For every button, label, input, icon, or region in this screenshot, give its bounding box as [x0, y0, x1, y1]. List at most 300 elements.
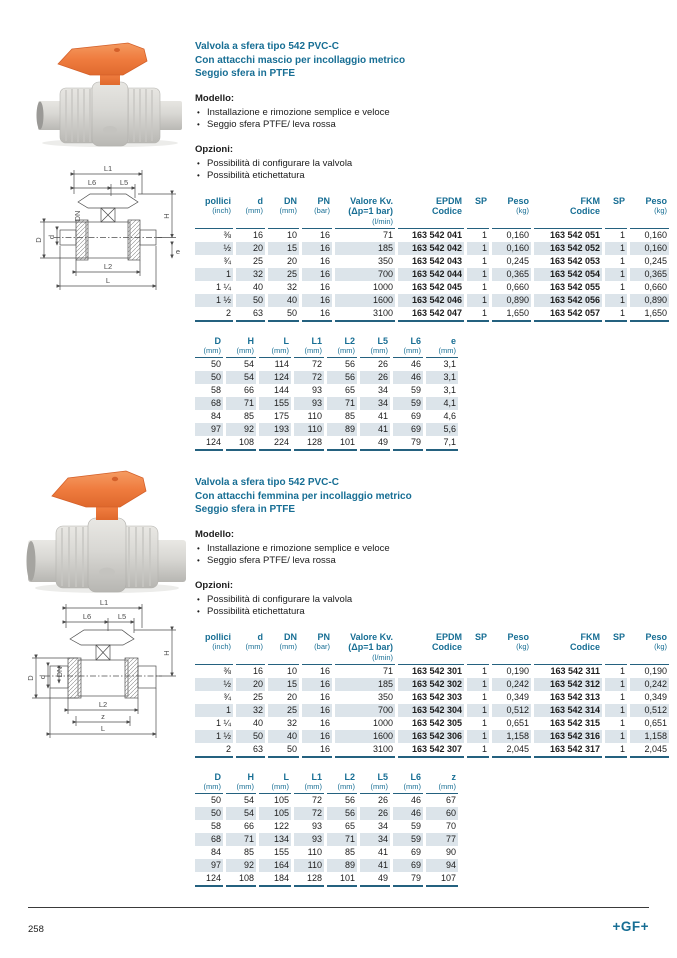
column-header: SP: [466, 196, 491, 229]
table-cell: 20: [235, 242, 267, 255]
table-cell: ¾: [195, 255, 235, 268]
table-cell: 163 542 051: [533, 228, 604, 242]
list-item-text: Installazione e rimozione semplice e veloce: [207, 542, 390, 554]
body-boss: [103, 126, 117, 134]
table-cell: 163 542 057: [533, 307, 604, 321]
table-cell: 1: [604, 242, 629, 255]
table-cell: 1: [604, 691, 629, 704]
column-header: pollici (inch): [195, 196, 235, 229]
table-cell: 68: [195, 397, 225, 410]
table-cell: 34: [359, 384, 392, 397]
table-cell: 0,160: [491, 242, 533, 255]
table-cell: 0,365: [629, 268, 670, 281]
column-header: L5 (mm): [359, 336, 392, 358]
table-cell: 1 ¼: [195, 281, 235, 294]
dim-l1: L1: [103, 164, 113, 173]
table-cell: 110: [293, 859, 326, 872]
table-cell: 1: [466, 242, 491, 255]
section-2: [195, 476, 667, 887]
table-cell: 350: [334, 691, 397, 704]
table-row: [195, 384, 458, 397]
dim-l1: L1: [99, 598, 109, 607]
table-cell: 25: [267, 704, 301, 717]
table-cell: 110: [293, 410, 326, 423]
bullet-icon: •: [197, 107, 200, 117]
modello-list: [195, 107, 619, 132]
table-cell: 46: [392, 807, 425, 820]
section-title: [195, 40, 619, 81]
table-cell: 41: [359, 859, 392, 872]
table-cell: 144: [258, 384, 293, 397]
table-cell: 1: [195, 704, 235, 717]
table-cell: 16: [301, 730, 334, 743]
table-row: [195, 268, 669, 281]
handle-hole: [112, 477, 118, 481]
table-cell: 124: [195, 872, 225, 886]
table-cell: 0,160: [644, 229, 667, 240]
table-cell: 72: [293, 794, 326, 808]
column-header: L (mm): [258, 772, 293, 794]
table-cell: 1: [604, 678, 629, 691]
table-cell: ½: [195, 678, 235, 691]
table-cell: 114: [258, 358, 293, 372]
column-header: EPDM Codice: [397, 196, 466, 229]
table-cell: 155: [258, 397, 293, 410]
table-cell: 63: [235, 307, 267, 321]
table-cell: 1: [604, 730, 629, 743]
table-cell: 1,158: [491, 730, 533, 743]
column-header: d (mm): [235, 196, 267, 229]
table-row: [195, 436, 458, 450]
table-cell: 128: [293, 436, 326, 450]
table-cell: 46: [392, 794, 425, 808]
table-cell: 5,6: [425, 423, 459, 436]
table-cell: 4,6: [443, 411, 456, 421]
column-header: H (mm): [225, 772, 258, 794]
table-cell: 184: [258, 872, 293, 886]
table-cell: 0,512: [629, 704, 670, 717]
table-cell: 54: [225, 807, 258, 820]
table-cell: 163 542 301: [397, 664, 466, 678]
table-cell: 0,890: [629, 294, 670, 307]
column-header: EPDM Codice: [397, 632, 466, 665]
table-row: [195, 820, 458, 833]
handle: [52, 471, 146, 507]
bullet-icon: •: [197, 594, 200, 604]
table-cell: 77: [425, 833, 459, 846]
column-header: PN (bar): [301, 632, 334, 665]
table-row: [195, 794, 458, 808]
table-cell: 163 542 047: [397, 307, 466, 321]
table-cell: 163 542 055: [533, 281, 604, 294]
list-item: [195, 119, 619, 132]
table-cell: 26: [359, 371, 392, 384]
table-cell: 50: [267, 743, 301, 757]
column-header: D (mm): [195, 772, 225, 794]
table-row: [195, 704, 669, 717]
table-cell: 40: [267, 294, 301, 307]
list-item-text: Seggio sfera PTFE/ leva rossa: [207, 555, 336, 566]
table-cell: 85: [326, 846, 359, 859]
table-cell: 94: [425, 859, 459, 872]
table-cell: 700: [334, 704, 397, 717]
title-line: Con attacchi femmina per incollaggio metrico: [195, 490, 412, 502]
table-cell: 1: [195, 268, 235, 281]
table-cell: 1: [466, 294, 491, 307]
table-cell: 16: [301, 717, 334, 730]
table-cell: 16: [301, 268, 334, 281]
table-row: [195, 691, 669, 704]
table-cell: 1: [466, 678, 491, 691]
column-header: L6 (mm): [392, 772, 425, 794]
table-row: [195, 371, 458, 384]
table-cell: 1: [466, 281, 491, 294]
dim-d-inner: d: [38, 674, 47, 680]
handle-hole: [114, 48, 120, 52]
table-cell: 25: [267, 268, 301, 281]
table-cell: 0,245: [644, 255, 667, 266]
table-cell: 1: [604, 717, 629, 730]
table-cell: 93: [293, 820, 326, 833]
table-cell: ⅜: [195, 664, 235, 678]
table-cell: 1 ½: [195, 294, 235, 307]
dim-h: H: [162, 213, 171, 219]
table-cell: 1: [604, 307, 629, 321]
table-cell: 71: [326, 397, 359, 410]
table-cell: 66: [225, 820, 258, 833]
table-cell: 163 542 053: [533, 255, 604, 268]
column-header: Valore Kv. (Δp=1 bar) (l/min): [334, 632, 397, 665]
table-cell: 0,190: [644, 665, 667, 676]
dim-l: L: [100, 724, 106, 733]
table-cell: 1 ¼: [195, 717, 235, 730]
table-cell: 163 542 056: [533, 294, 604, 307]
table-cell: 46: [392, 371, 425, 384]
table-cell: 16: [301, 242, 334, 255]
table-cell: 49: [359, 436, 392, 450]
table-cell: 26: [359, 807, 392, 820]
list-item: [195, 543, 619, 556]
dim-z: z: [101, 712, 105, 721]
table-row: [195, 730, 669, 743]
table-cell: 108: [225, 436, 258, 450]
table-cell: 7,1: [425, 436, 459, 450]
table-cell: 0,660: [491, 281, 533, 294]
table-cell: 70: [445, 821, 456, 831]
list-item-text: Possibilità etichettatura: [207, 606, 305, 617]
table-cell: 59: [392, 833, 425, 846]
column-header: Peso (kg): [491, 632, 533, 665]
dim-l: L: [105, 276, 111, 285]
table-cell: 97: [195, 423, 225, 436]
table-cell: 163 542 313: [533, 691, 604, 704]
left-socket-opening: [27, 541, 36, 581]
table-cell: 128: [293, 872, 326, 886]
table-cell: 71: [326, 833, 359, 846]
modello-label: Modello:: [195, 92, 235, 104]
column-header: e (mm): [425, 336, 459, 358]
table-cell: 1: [604, 294, 629, 307]
table-cell: 72: [293, 371, 326, 384]
table-cell: 1: [466, 664, 491, 678]
table-cell: 0,651: [644, 717, 667, 728]
table-cell: 66: [225, 384, 258, 397]
table-cell: 1,650: [491, 307, 533, 321]
table-cell: 16: [301, 307, 334, 321]
table-cell: 1600: [334, 294, 397, 307]
table-cell: 85: [225, 846, 258, 859]
column-header: L1 (mm): [293, 772, 326, 794]
table-cell: 50: [235, 730, 267, 743]
table-cell: 1: [604, 228, 629, 242]
column-header: D (mm): [195, 336, 225, 358]
table-cell: 1: [604, 664, 629, 678]
column-header: SP: [604, 632, 629, 665]
list-item: [195, 158, 619, 171]
column-header: z (mm): [425, 772, 459, 794]
table-cell: 185: [334, 678, 397, 691]
dim-l5: L5: [119, 178, 129, 187]
table-cell: 3100: [334, 307, 397, 321]
table-cell: 20: [235, 678, 267, 691]
table-cell: 32: [267, 281, 301, 294]
table-cell: 163 542 317: [533, 743, 604, 757]
table-cell: 40: [235, 281, 267, 294]
column-header: L2 (mm): [326, 336, 359, 358]
dimensions-table: [195, 772, 458, 888]
table-cell: 16: [301, 678, 334, 691]
bullet-icon: •: [197, 158, 200, 168]
table-cell: 163 542 303: [397, 691, 466, 704]
column-header: L2 (mm): [326, 772, 359, 794]
table-row: [195, 833, 458, 846]
table-cell: 50: [235, 294, 267, 307]
table-cell: 84: [195, 846, 225, 859]
table-row: [195, 678, 669, 691]
table-cell: 56: [326, 371, 359, 384]
table-cell: 175: [258, 410, 293, 423]
table-cell: 71: [334, 664, 397, 678]
column-header: d (mm): [235, 632, 267, 665]
dim-d-outer: D: [34, 237, 43, 243]
table-cell: 163 542 052: [533, 242, 604, 255]
table-cell: 0,160: [491, 228, 533, 242]
table-cell: 84: [195, 410, 225, 423]
table-cell: 65: [326, 820, 359, 833]
table-cell: 32: [235, 704, 267, 717]
table-cell: 25: [235, 255, 267, 268]
table-cell: 0,245: [491, 255, 533, 268]
table-cell: 58: [195, 384, 225, 397]
list-item-text: Seggio sfera PTFE/ leva rossa: [207, 119, 336, 130]
table-row: [195, 307, 669, 321]
table-cell: 0,651: [491, 717, 533, 730]
table-cell: 89: [326, 423, 359, 436]
table-cell: 34: [359, 397, 392, 410]
column-header: L1 (mm): [293, 336, 326, 358]
table-cell: 50: [195, 371, 225, 384]
table-cell: 163 542 315: [533, 717, 604, 730]
column-header: L (mm): [258, 336, 293, 358]
column-header: H (mm): [225, 336, 258, 358]
table-cell: 50: [195, 807, 225, 820]
valve-photo-female-ends: [24, 464, 190, 596]
table-cell: 92: [225, 423, 258, 436]
column-header: FKM Codice: [533, 196, 604, 229]
bullet-icon: •: [197, 543, 200, 553]
table-cell: 89: [326, 859, 359, 872]
table-cell: 3100: [334, 743, 397, 757]
table-cell: 16: [301, 294, 334, 307]
table-cell: 3,1: [425, 371, 459, 384]
table-cell: 16: [301, 704, 334, 717]
list-item-text: Installazione e rimozione semplice e veloce: [207, 106, 390, 118]
title-line: Valvola a sfera tipo 542 PVC-C: [195, 41, 339, 52]
opzioni-list: [195, 594, 619, 619]
table-cell: 59: [392, 820, 425, 833]
dim-dn: DN: [73, 210, 82, 222]
table-cell: 59: [392, 384, 425, 397]
table-cell: ⅜: [195, 228, 235, 242]
table-cell: 16: [301, 255, 334, 268]
table-cell: 50: [267, 307, 301, 321]
table-cell: 26: [359, 794, 392, 808]
table-cell: 4,1: [425, 397, 459, 410]
footer-rule: [28, 907, 649, 908]
table-cell: 2: [195, 307, 235, 321]
table-cell: 163 542 316: [533, 730, 604, 743]
table-cell: 1: [466, 268, 491, 281]
table-row: [195, 807, 458, 820]
column-header: Peso (kg): [491, 196, 533, 229]
table-cell: 1600: [334, 730, 397, 743]
table-cell: 105: [258, 807, 293, 820]
table-row: [195, 281, 669, 294]
table-cell: 0,890: [491, 294, 533, 307]
modello-list: [195, 543, 619, 568]
table-cell: 69: [392, 859, 425, 872]
title-line: Seggio sfera in PTFE: [195, 504, 296, 515]
table-cell: 0,365: [491, 268, 533, 281]
valve-drawing-female-ends: [26, 598, 184, 740]
bullet-icon: •: [197, 607, 200, 616]
table-cell: 3,1: [443, 385, 456, 395]
table-cell: 1: [604, 743, 629, 757]
table-cell: 16: [235, 228, 267, 242]
table-cell: 108: [225, 872, 258, 886]
list-item: [195, 170, 619, 183]
table-cell: 110: [293, 846, 326, 859]
table-cell: 1 ½: [195, 730, 235, 743]
table-row: [195, 397, 458, 410]
column-header: SP: [604, 196, 629, 229]
table-cell: 185: [334, 242, 397, 255]
table-cell: 101: [326, 436, 359, 450]
list-item-text: Possibilità etichettatura: [207, 170, 305, 181]
table-cell: 3,1: [443, 359, 456, 369]
list-item-text: Possibilità di configurare la valvola: [207, 157, 353, 169]
table-cell: 101: [326, 872, 359, 886]
table-cell: 0,349: [644, 691, 667, 702]
body-boss: [99, 568, 115, 577]
table-cell: 193: [258, 423, 293, 436]
table-cell: 68: [195, 833, 225, 846]
table-row: [195, 410, 458, 423]
spec-table: [195, 196, 669, 322]
column-header: L6 (mm): [392, 336, 425, 358]
table-cell: ¾: [195, 691, 235, 704]
table-cell: 46: [392, 358, 425, 372]
bullet-icon: •: [197, 120, 200, 129]
table-cell: 122: [258, 820, 293, 833]
opzioni-label: Opzioni:: [195, 579, 233, 591]
table-cell: 1: [466, 691, 491, 704]
table-row: [195, 859, 458, 872]
table-cell: 1000: [334, 717, 397, 730]
table-cell: 16: [301, 228, 334, 242]
table-cell: 1: [604, 704, 629, 717]
dim-l6: L6: [82, 612, 92, 621]
list-item: [195, 555, 619, 568]
bullet-icon: •: [197, 556, 200, 565]
table-cell: 71: [225, 833, 258, 846]
table-cell: 69: [392, 410, 425, 423]
table-cell: 67: [445, 795, 456, 805]
table-cell: 40: [267, 730, 301, 743]
table-cell: 69: [392, 423, 425, 436]
table-cell: 72: [293, 807, 326, 820]
table-cell: 163 542 042: [397, 242, 466, 255]
table-cell: 700: [334, 268, 397, 281]
table-cell: 1000: [334, 281, 397, 294]
column-header: FKM Codice: [533, 632, 604, 665]
table-cell: 25: [235, 691, 267, 704]
opzioni-label: Opzioni:: [195, 143, 233, 155]
column-header: SP: [466, 632, 491, 665]
table-cell: 50: [195, 794, 225, 808]
table-row: [195, 743, 669, 757]
valve-photo-male-ends: [30, 38, 190, 150]
table-cell: 155: [258, 846, 293, 859]
table-cell: 163 542 314: [533, 704, 604, 717]
table-cell: 1,650: [629, 307, 670, 321]
table-row: [195, 717, 669, 730]
page-number: 258: [28, 924, 44, 935]
table-cell: 71: [225, 397, 258, 410]
dim-l5: L5: [117, 612, 127, 621]
table-cell: 16: [235, 664, 267, 678]
table-cell: 69: [392, 846, 425, 859]
table-cell: 0,190: [491, 664, 533, 678]
table-cell: 0,242: [629, 678, 670, 691]
table-cell: 163 542 044: [397, 268, 466, 281]
table-cell: 134: [258, 833, 293, 846]
dim-d-inner: d: [47, 234, 56, 240]
table-cell: 40: [235, 717, 267, 730]
table-cell: 34: [359, 820, 392, 833]
table-row: [195, 423, 458, 436]
valve-body: [92, 82, 128, 146]
table-cell: 16: [301, 743, 334, 757]
bullet-icon: •: [197, 171, 200, 180]
table-cell: 97: [195, 859, 225, 872]
table-cell: 163 542 305: [397, 717, 466, 730]
table-cell: 124: [195, 436, 225, 450]
table-cell: 1: [604, 281, 629, 294]
table-cell: 1: [466, 717, 491, 730]
column-header: PN (bar): [301, 196, 334, 229]
table-cell: 90: [445, 847, 456, 857]
